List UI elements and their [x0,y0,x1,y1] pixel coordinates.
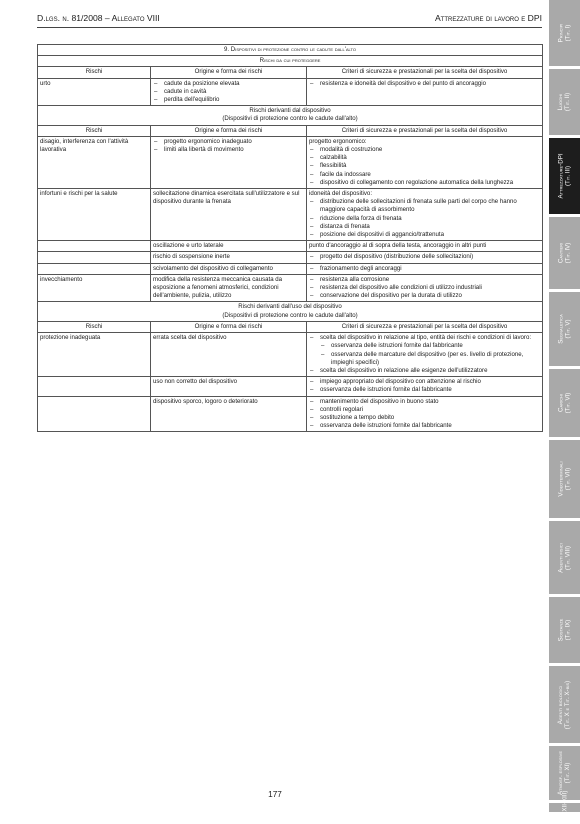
criteria-cell [307,333,543,377]
side-tab [549,138,580,214]
list-item: – osservanza delle istruzioni fornite dal fabbricante [309,386,540,394]
origin-cell: uso non corretto del dispositivo [151,377,307,396]
side-tabs [549,0,580,824]
risk-cell [38,252,151,263]
origin-cell [151,78,307,106]
criteria-cell [307,263,543,274]
column-header: Criteri di sicurezza e prestazionali per la scelta del dispositivo [307,125,543,136]
side-tab-title: Principi [557,23,565,43]
list-item: – progetto ergonomico inadeguato [153,138,304,146]
criteria-cell [307,274,543,302]
column-header: Origine e forma dei rischi [151,321,307,332]
list-item: – riduzione della forza di frenata [309,215,540,223]
side-tab-subtitle: (Tit. X e Tit. X-bis) [564,680,572,729]
list-item: – resistenza del dispositivo alle condizioni di utilizzo industriali [309,284,540,292]
table-row [38,252,543,263]
list-item: – cadute in cavità [153,88,304,96]
list-item: – modalità di costruzione [309,146,540,154]
list-item: – facile da indossare [309,171,540,179]
origin-cell [151,136,307,188]
list-item: – osservanza delle marcature del dispositivo (per es. livello di protezione, impieghi specifici) [320,351,540,367]
side-tab-subtitle: (Tit. IX) [564,619,572,641]
risk-cell: invecchiamento [38,274,151,302]
table-row [38,396,543,432]
column-header-row [38,321,543,332]
risk-table [37,44,543,432]
table-row [38,263,543,274]
origin-cell: oscillazione e urto laterale [151,241,307,252]
side-tab [549,790,580,824]
criteria-cell [307,252,543,263]
risk-cell [38,396,151,432]
list-item: – osservanza delle istruzioni fornite dal fabbricante [309,422,540,430]
column-header: Rischi [38,125,151,136]
side-tab-subtitle: (Tit. VI) [564,392,572,414]
list-item: – dispositivo di collegamento con regolazione automatica della lunghezza [309,179,540,187]
side-tab-label [558,751,572,795]
risk-cell: protezione inadeguata [38,333,151,377]
side-tab-title: Videoterminali [557,461,565,497]
side-tab-label [557,24,571,43]
origin-cell: dispositivo sporco, logoro o deteriorato [151,396,307,432]
list-item: – posizione dei dispositivi di aggancio/trattenuta [309,231,540,239]
list-item: – calzabilità [309,154,540,162]
side-tab [549,440,580,518]
side-tab-title: Attrezzature-DPI [557,153,565,199]
list-item: – osservanza delle istruzioni fornite dal fabbricante [320,342,540,350]
side-tab-title: Carichi [557,393,565,413]
list-item: – resistenza e idoneità del dispositivo e del punto di ancoraggio [309,80,540,88]
side-tab [549,217,580,289]
column-header: Rischi [38,321,151,332]
header-right: Attrezzature di lavoro e DPI [434,13,542,23]
list-item: – sostituzione a tempo debito [309,414,540,422]
column-header-row [38,125,543,136]
list-item: – scelta del dispositivo in relazione al tipo, entità dei rischi e condizioni di lavoro: – osservanza delle istruzioni fornite dal fabbricante – osservanza delle marcature del dispositivo (per es. livello di protezione, impieghi specifici) [309,334,540,367]
list-item: – flessibilità [309,162,540,170]
side-tab-subtitle: (Tit. III) [564,165,572,187]
list-item: – mantenimento del dispositivo in buono stato [309,398,540,406]
table-row [38,241,543,252]
side-tab-label [558,153,572,198]
section-title: Rischi derivanti dal dispositivo (Dispositivi di protezione contro le cadute dall'alto) [38,106,543,125]
side-tab-subtitle: (Tit. I) [564,24,572,42]
side-tab-subtitle: (Tit. XI) [564,762,572,784]
section-title: Rischi derivanti dall'uso del dispositivo (Dispositivi di protezione contro le cadute dall'alto) [38,302,543,321]
page-number: 177 [268,790,282,799]
list-item: – conservazione del dispositivo per la durata di utilizzo [309,292,540,300]
table-row [38,189,543,241]
side-tab [549,597,580,663]
column-header-row [38,67,543,78]
risk-cell: infortuni e rischi per la salute [38,189,151,241]
risk-cell: disagio, interferenza con l'attività lavorativa [38,136,151,188]
column-header: Rischi [38,67,151,78]
side-tab-title: Segnaletica [557,314,565,344]
side-tab-subtitle: (Tit. IV) [564,242,572,264]
side-tab [549,369,580,437]
side-tab-label [558,461,572,496]
list-item: – limiti alla libertà di movimento [153,146,304,154]
list-item: – distribuzione delle sollecitazioni di frenata sulle parti del corpo che hanno maggiore capacità di assorbimento [309,198,540,214]
side-tab-title: Atmosf. esplosive [557,750,565,796]
side-tab-label [558,243,572,264]
criteria-cell [307,377,543,396]
side-tab-subtitle: (Tit. II) [564,92,572,112]
list-item: – controlli regolari [309,406,540,414]
risk-cell [38,241,151,252]
side-tab-title: Luoghi [557,93,565,111]
table-row [38,377,543,396]
side-tab-subtitle: (Tit. V) [564,319,572,339]
side-tab-title: Cantieri [557,242,565,264]
origin-cell: modifica della resistenza meccanica causata da esposizione a fenomeni atmosferici, condizioni dell'ambiente, pulizia, utilizzo [151,274,307,302]
table-title: 9. Dispositivi di protezione contro le cadute dall'alto [38,45,543,56]
table-row [38,333,543,377]
criteria-cell: idoneità del dispositivo: – distribuzione delle sollecitazioni di frenata sulle parti del corpo che hanno maggiore capacità di assorbimento – riduzione della forza di frenata – distanza di frenata – posizione dei dispositivi di aggancio/trattenuta [307,189,543,241]
section-title: Rischi da cui proteggere [38,56,543,67]
list-item: – impiego appropriato del dispositivo con attenzione al rischio [309,378,540,386]
list-item: – distanza di frenata [309,223,540,231]
side-tab-label [558,680,572,728]
side-tab-label [557,619,571,642]
list-item: – perdita dell'equilibrio [153,96,304,104]
side-tab [549,69,580,135]
list-item: – resistenza alla corrosione [309,276,540,284]
side-tab-label [558,314,572,343]
risk-cell [38,263,151,274]
origin-cell: errata scelta del dispositivo [151,333,307,377]
side-tab-label [558,93,572,111]
side-tab-title: Agenti biologici [557,685,565,724]
risk-cell: urto [38,78,151,106]
side-tab-subtitle: (Tit. VIII) [564,545,572,570]
page-header [37,13,542,27]
column-header: Origine e forma dei rischi [151,67,307,78]
column-header: Criteri di sicurezza e prestazionali per la scelta del dispositivo [307,321,543,332]
risk-cell [38,377,151,396]
header-left: D.lgs. n. 81/2008 – Allegato VIII [37,13,160,23]
list-item: – frazionamento degli ancoraggi [309,265,540,273]
list-item: – cadute da posizione elevata [153,80,304,88]
table-row [38,136,543,188]
side-tab [549,292,580,366]
side-tab-title: Sostanze [557,618,565,642]
criteria-cell: punto d'ancoraggio al di sopra della testa, ancoraggio in altri punti [307,241,543,252]
side-tab [549,0,580,66]
side-tab-subtitle: (Tit. XII-XIII) [561,790,568,824]
table-row [38,274,543,302]
list-item: – progetto del dispositivo (distribuzione delle sollecitazioni) [309,253,540,261]
list-item: – scelta del dispositivo in relazione alle esigenze dell'utilizzatore [309,367,540,375]
side-tab [549,666,580,743]
side-tab-subtitle: (Tit. VII) [564,467,572,491]
origin-cell: rischio di sospensione inerte [151,252,307,263]
side-tab-label [558,543,572,572]
side-tab [549,521,580,594]
column-header: Origine e forma dei rischi [151,125,307,136]
header-rule [37,27,542,28]
origin-cell: sollecitazione dinamica esercitata sull'utilizzatore e sul dispositivo durante la frenata [151,189,307,241]
criteria-cell [307,78,543,106]
side-tab-title: Agenti fisici [557,542,565,573]
column-header: Criteri di sicurezza e prestazionali per la scelta del dispositivo [307,67,543,78]
table-row [38,78,543,106]
side-tab-label [558,393,572,414]
origin-cell: scivolamento del dispositivo di collegamento [151,263,307,274]
criteria-cell [307,396,543,432]
criteria-cell: progetto ergonomico: – modalità di costruzione – calzabilità – flessibilità – facile da indossare – dispositivo di collegamento con regolazione automatica della lunghezza [307,136,543,188]
